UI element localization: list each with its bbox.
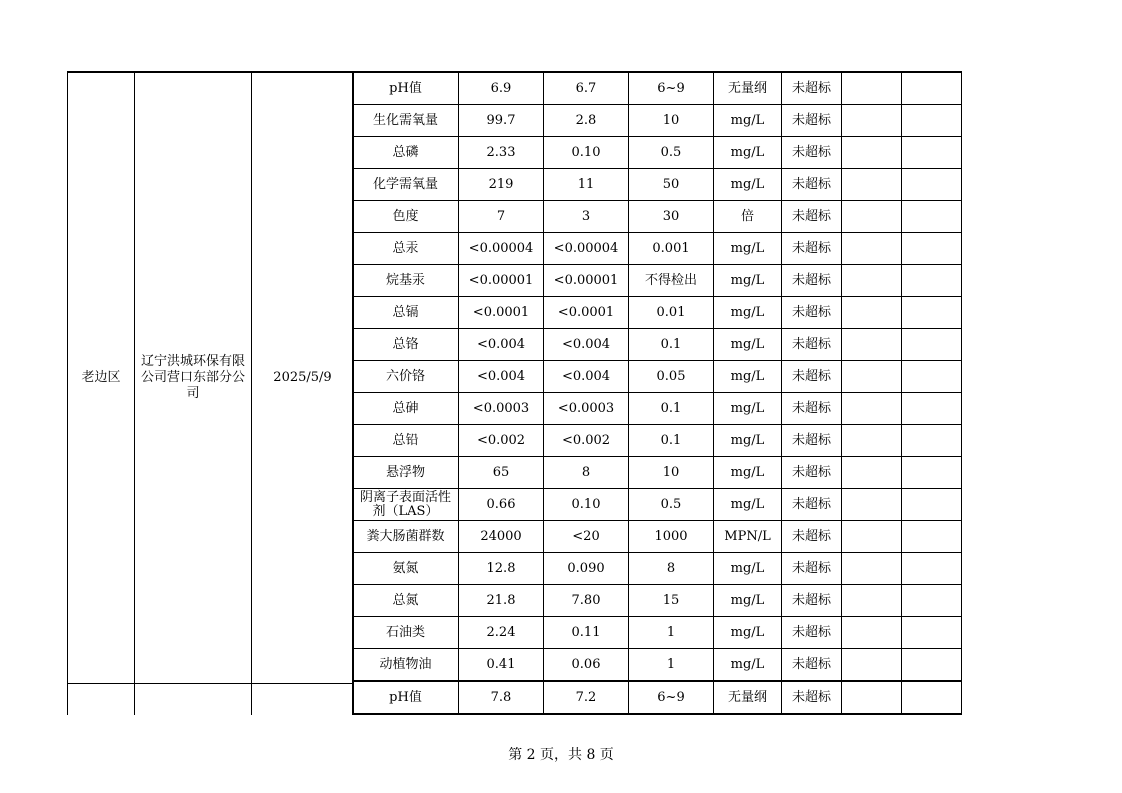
result-cell: 未超标 [782,457,842,489]
value-2-cell: 0.10 [544,489,629,521]
limit-cell: 0.001 [629,233,714,265]
value-1-cell: <0.0001 [459,297,544,329]
value-1-cell: 7 [459,201,544,233]
page-footer: 第 2 页，共 8 页 [508,747,614,763]
extra-cell-1 [842,553,902,585]
extra-cell-2 [902,489,962,521]
extra-cell-2 [902,425,962,457]
item-name-cell: 总砷 [353,393,459,425]
value-2-cell: <20 [544,521,629,553]
unit-cell: mg/L [714,105,782,137]
value-1-cell: 0.41 [459,649,544,682]
result-cell: 未超标 [782,649,842,682]
value-2-cell: <0.0001 [544,297,629,329]
table-row [353,489,962,521]
item-name-cell: 悬浮物 [353,457,459,489]
result-cell: 未超标 [782,521,842,553]
extra-cell-2 [902,393,962,425]
result-cell: 未超标 [782,553,842,585]
item-name-cell: pH值 [353,681,459,714]
item-name-cell: 色度 [353,201,459,233]
district-cell: 老边区 [68,72,135,683]
value-1-cell: 65 [459,457,544,489]
unit-cell: mg/L [714,617,782,649]
monitoring-results-table [352,71,962,715]
extra-cell-1 [842,585,902,617]
value-2-cell: 0.11 [544,617,629,649]
extra-cell-1 [842,393,902,425]
result-cell: 未超标 [782,137,842,169]
unit-cell: mg/L [714,137,782,169]
extra-cell-2 [902,649,962,682]
extra-cell-2 [902,233,962,265]
limit-cell: 10 [629,105,714,137]
extra-cell-2 [902,585,962,617]
extra-cell-1 [842,233,902,265]
result-cell: 未超标 [782,489,842,521]
item-name-cell: 生化需氧量 [353,105,459,137]
extra-cell-2 [902,681,962,714]
item-name-cell: 动植物油 [353,649,459,682]
extra-cell-1 [842,329,902,361]
extra-cell-1 [842,521,902,553]
value-2-cell: 6.7 [544,72,629,105]
extra-cell-2 [902,617,962,649]
result-cell: 未超标 [782,105,842,137]
result-cell: 未超标 [782,169,842,201]
value-2-cell: <0.00004 [544,233,629,265]
extra-cell-1 [842,72,902,105]
value-2-cell: 7.2 [544,681,629,714]
extra-cell-1 [842,617,902,649]
limit-cell: 15 [629,585,714,617]
value-1-cell: <0.002 [459,425,544,457]
extra-cell-1 [842,489,902,521]
extra-cell-2 [902,72,962,105]
table-row [353,425,962,457]
company-cell-next [135,683,252,715]
table-row [353,72,962,105]
extra-cell-2 [902,553,962,585]
value-2-cell: 0.06 [544,649,629,682]
unit-cell: 无量纲 [714,72,782,105]
unit-cell: mg/L [714,329,782,361]
extra-cell-2 [902,521,962,553]
extra-cell-2 [902,297,962,329]
value-1-cell: <0.00004 [459,233,544,265]
value-1-cell: 7.8 [459,681,544,714]
value-2-cell: <0.004 [544,329,629,361]
table-row [353,201,962,233]
item-name-cell: 总镉 [353,297,459,329]
value-1-cell: <0.004 [459,361,544,393]
extra-cell-1 [842,297,902,329]
unit-cell: mg/L [714,297,782,329]
table-row [353,553,962,585]
value-1-cell: 219 [459,169,544,201]
unit-cell: mg/L [714,393,782,425]
unit-cell: mg/L [714,489,782,521]
limit-cell: 0.1 [629,425,714,457]
limit-cell: 0.1 [629,329,714,361]
extra-cell-2 [902,169,962,201]
item-name-cell: 粪大肠菌群数 [353,521,459,553]
extra-cell-2 [902,329,962,361]
limit-cell: 50 [629,169,714,201]
limit-cell: 6~9 [629,681,714,714]
table-row [353,297,962,329]
table-row [353,169,962,201]
limit-cell: 1000 [629,521,714,553]
extra-cell-1 [842,457,902,489]
value-1-cell: <0.004 [459,329,544,361]
result-cell: 未超标 [782,233,842,265]
value-2-cell: <0.00001 [544,265,629,297]
table-row [353,617,962,649]
table-row [353,105,962,137]
table-row [353,329,962,361]
item-name-cell: 氨氮 [353,553,459,585]
value-2-cell: 0.10 [544,137,629,169]
item-name-cell: 六价铬 [353,361,459,393]
unit-cell: mg/L [714,457,782,489]
table-row [353,681,962,714]
unit-cell: MPN/L [714,521,782,553]
unit-cell: mg/L [714,649,782,682]
extra-cell-2 [902,265,962,297]
limit-cell: 8 [629,553,714,585]
extra-cell-1 [842,137,902,169]
value-1-cell: 12.8 [459,553,544,585]
value-1-cell: 99.7 [459,105,544,137]
item-name-cell: 总汞 [353,233,459,265]
unit-cell: mg/L [714,265,782,297]
date-cell: 2025/5/9 [252,72,354,683]
result-cell: 未超标 [782,681,842,714]
result-cell: 未超标 [782,201,842,233]
value-2-cell: 7.80 [544,585,629,617]
unit-cell: mg/L [714,553,782,585]
item-name-cell: 石油类 [353,617,459,649]
limit-cell: 10 [629,457,714,489]
extra-cell-1 [842,169,902,201]
item-name-cell: 总铅 [353,425,459,457]
extra-cell-2 [902,361,962,393]
value-2-cell: 0.090 [544,553,629,585]
extra-cell-2 [902,457,962,489]
table-row [353,361,962,393]
limit-cell: 0.01 [629,297,714,329]
unit-cell: mg/L [714,425,782,457]
value-1-cell: <0.00001 [459,265,544,297]
item-name-cell: 总磷 [353,137,459,169]
value-1-cell: 2.24 [459,617,544,649]
extra-cell-1 [842,361,902,393]
result-cell: 未超标 [782,297,842,329]
limit-cell: 0.05 [629,361,714,393]
value-1-cell: 24000 [459,521,544,553]
limit-cell: 6~9 [629,72,714,105]
value-2-cell: <0.002 [544,425,629,457]
unit-cell: mg/L [714,169,782,201]
value-1-cell: 2.33 [459,137,544,169]
value-2-cell: 2.8 [544,105,629,137]
item-name-cell: 总氮 [353,585,459,617]
district-cell-next [68,683,135,715]
table-row [353,233,962,265]
value-1-cell: <0.0003 [459,393,544,425]
limit-cell: 0.5 [629,489,714,521]
unit-cell: mg/L [714,585,782,617]
result-cell: 未超标 [782,361,842,393]
limit-cell: 0.5 [629,137,714,169]
unit-cell: 倍 [714,201,782,233]
table-row [353,393,962,425]
extra-cell-1 [842,425,902,457]
item-name-cell: 烷基汞 [353,265,459,297]
unit-cell: mg/L [714,361,782,393]
extra-cell-1 [842,649,902,682]
table-row [353,521,962,553]
value-1-cell: 21.8 [459,585,544,617]
extra-cell-1 [842,265,902,297]
limit-cell: 1 [629,617,714,649]
result-cell: 未超标 [782,617,842,649]
company-cell: 辽宁洪城环保有限公司营口东部分公司 [135,72,252,683]
limit-cell: 0.1 [629,393,714,425]
record-info-table [67,71,354,715]
extra-cell-1 [842,201,902,233]
item-name-cell: 阴离子表面活性剂（LAS） [353,489,459,521]
limit-cell: 不得检出 [629,265,714,297]
value-1-cell: 0.66 [459,489,544,521]
value-2-cell: 11 [544,169,629,201]
limit-cell: 1 [629,649,714,682]
item-name-cell: 化学需氧量 [353,169,459,201]
item-name-cell: 总铬 [353,329,459,361]
item-name-cell: pH值 [353,72,459,105]
extra-cell-2 [902,105,962,137]
table-row [353,457,962,489]
result-cell: 未超标 [782,393,842,425]
extra-cell-1 [842,105,902,137]
table-row [353,585,962,617]
extra-cell-2 [902,201,962,233]
unit-cell: 无量纲 [714,681,782,714]
extra-cell-2 [902,137,962,169]
result-cell: 未超标 [782,72,842,105]
value-2-cell: 8 [544,457,629,489]
date-cell-next [252,683,354,715]
result-cell: 未超标 [782,329,842,361]
result-cell: 未超标 [782,425,842,457]
table-row [353,265,962,297]
limit-cell: 30 [629,201,714,233]
result-cell: 未超标 [782,585,842,617]
result-cell: 未超标 [782,265,842,297]
value-1-cell: 6.9 [459,72,544,105]
table-row [353,137,962,169]
value-2-cell: 3 [544,201,629,233]
unit-cell: mg/L [714,233,782,265]
value-2-cell: <0.0003 [544,393,629,425]
value-2-cell: <0.004 [544,361,629,393]
table-row [353,649,962,682]
extra-cell-1 [842,681,902,714]
